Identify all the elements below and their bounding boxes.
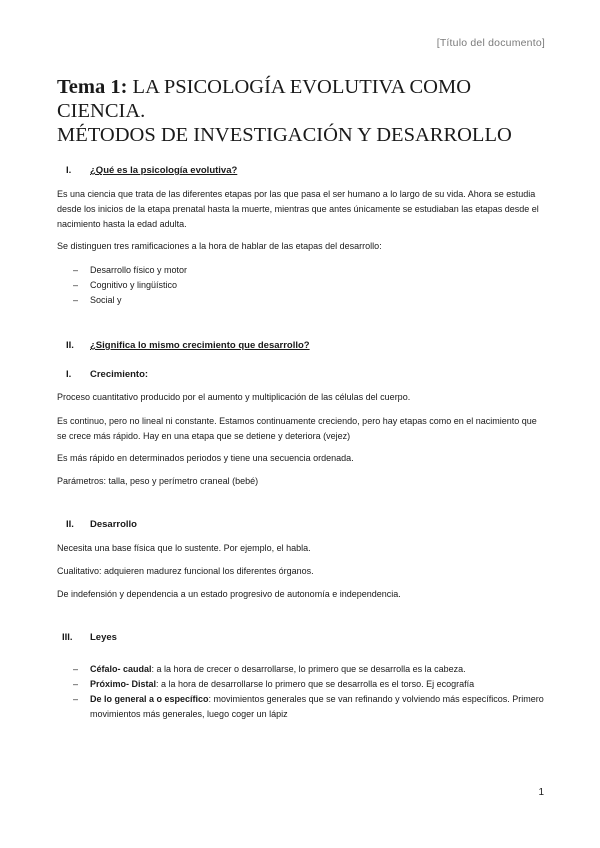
law-text: : movimientos generales que se van refinando y volviendo más específicos. Primero movimientos más generales, luego coger un lápiz: [90, 694, 544, 719]
paragraph: Es más rápido en determinados periodos y tiene una secuencia ordenada.: [57, 453, 354, 463]
law-text: : a la hora de crecer o desarrollarse, lo primero que se desarrolla es la cabeza.: [151, 664, 466, 674]
list-item: [73, 692, 553, 722]
law-term: Céfalo- caudal: [90, 664, 152, 674]
law-text: : a la hora de desarrollarse lo primero que se desarrolla es el torso. Ej ecografía: [156, 679, 475, 689]
paragraph: Parámetros: talla, peso y perímetro craneal (bebé): [57, 476, 259, 486]
list-item: – Social y: [73, 293, 553, 308]
subsection-number: II.: [66, 519, 74, 530]
section-heading-text: ¿Significa lo mismo crecimiento que desarrollo?: [90, 340, 310, 351]
paragraph: Proceso cuantitativo producido por el aumento y multiplicación de las células del cuerpo.: [57, 392, 411, 402]
subsection-heading-text: Leyes: [90, 632, 117, 643]
title-prefix: Tema 1:: [57, 76, 128, 98]
paragraph: Necesita una base física que lo sustente. Por ejemplo, el habla.: [57, 543, 311, 553]
paragraph: De indefensión y dependencia a un estado progresivo de autonomía e independencia.: [57, 589, 401, 599]
subsection-number: I.: [66, 369, 72, 380]
paragraph: Es una ciencia que trata de las diferentes etapas por las que pasa el ser humano a lo largo de su vida. Ahora se estudia desde los inicios de la etapa prenatal hasta la muerte, mientras que antes únicamente se estudiaban las etapas desde el nacimiento hasta la edad adulta.: [57, 189, 539, 229]
document-title-header: [Título del documento]: [436, 37, 545, 49]
law-term: Próximo- Distal: [90, 679, 157, 689]
title-line-1: LA PSICOLOGÍA EVOLUTIVA COMO CIENCIA.: [57, 76, 472, 122]
dash-list: [73, 263, 553, 308]
list-item: – Desarrollo físico y motor: [73, 263, 553, 278]
section-number: I.: [66, 165, 72, 176]
laws-list: [73, 662, 553, 722]
list-item: [73, 677, 553, 692]
law-term: De lo general a o específico: [90, 694, 209, 704]
subsection-heading-text: Desarrollo: [90, 519, 137, 530]
paragraph: Se distinguen tres ramificaciones a la hora de hablar de las etapas del desarrollo:: [57, 241, 382, 251]
section-heading-text: ¿Qué es la psicología evolutiva?: [90, 165, 238, 176]
section-number: II.: [66, 340, 74, 351]
paragraph: Cualitativo: adquieren madurez funcional los diferentes órganos.: [57, 566, 314, 576]
paragraph: Es continuo, pero no lineal ni constante. Estamos continuamente creciendo, pero hay etapas como en el nacimiento que se crece más rápido. Hay en una etapa que se detiene y deteriora (vejez): [57, 416, 537, 441]
list-item: [73, 662, 553, 677]
title-line-2: MÉTODOS DE INVESTIGACIÓN Y DESARROLLO: [57, 124, 512, 146]
subsection-number: III.: [62, 632, 73, 643]
list-item: – Cognitivo y lingüístico: [73, 278, 553, 293]
page-number: 1: [538, 787, 544, 798]
subsection-heading-text: Crecimiento:: [90, 369, 149, 380]
page-title: [57, 75, 557, 147]
